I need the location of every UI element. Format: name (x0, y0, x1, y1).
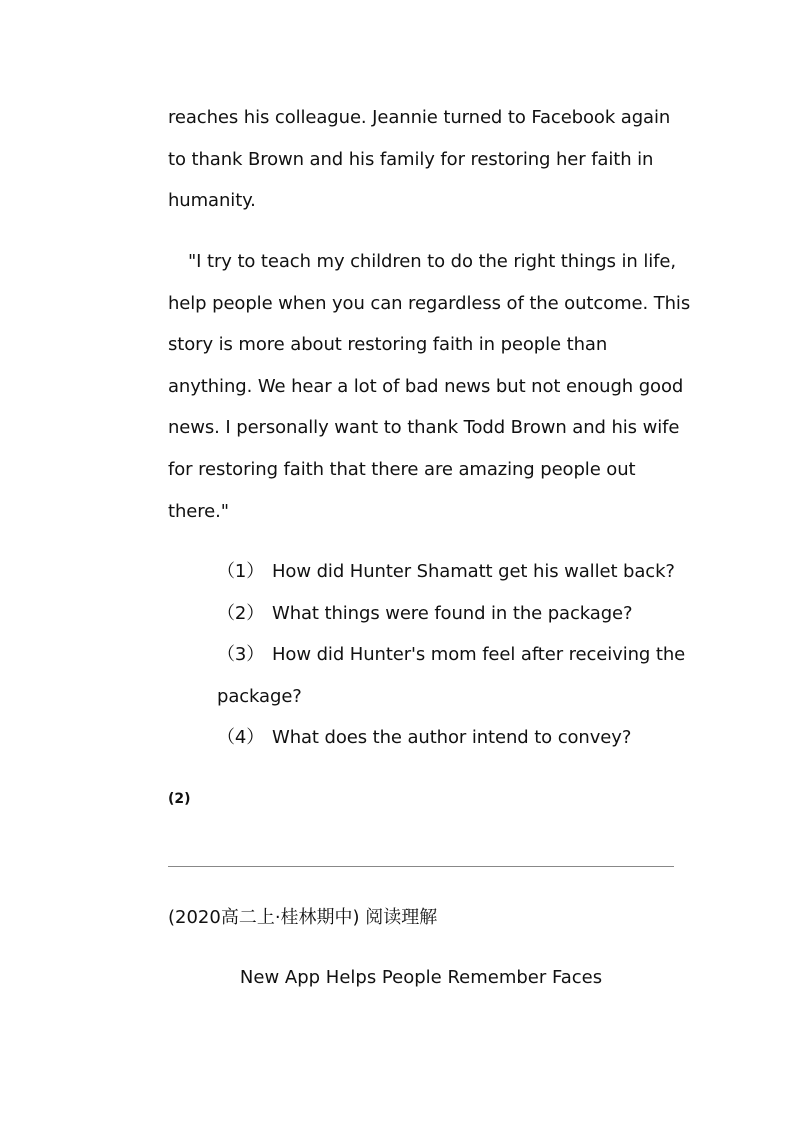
question-text: What does the author intend to convey? (272, 727, 632, 748)
passage-paragraph-2 (168, 241, 691, 532)
question-3 (217, 634, 685, 676)
section-divider (168, 866, 674, 867)
paragraph-line: "I try to teach my children to do the right things in life, (188, 251, 676, 272)
question-text: How did Hunter's mom feel after receiving the (272, 644, 686, 665)
paragraph-line: there." (168, 500, 229, 522)
question-1 (217, 551, 675, 593)
paragraph-line: anything. We hear a lot of bad news but not enough good (168, 375, 684, 397)
paragraph-line: humanity. (168, 190, 256, 212)
question-3-continuation (217, 676, 302, 718)
question-4 (217, 717, 631, 759)
passage-paragraph-1 (168, 97, 676, 222)
paragraph-line: to thank Brown and his family for restoring her faith in (168, 148, 654, 170)
paragraph-line: news. I personally want to thank Todd Brown and his wife (168, 417, 680, 439)
question-number: （1） (217, 561, 265, 582)
question-number: （2） (217, 603, 265, 624)
passage-title: New App Helps People Remember Faces (239, 967, 603, 988)
paragraph-line: help people when you can regardless of the outcome. This (168, 292, 691, 314)
question-group-number: (2) (168, 791, 191, 807)
paragraph-line: reaches his colleague. Jeannie turned to Facebook again (168, 107, 671, 128)
paragraph-line: for restoring faith that there are amazing people out (168, 458, 636, 480)
question-2 (217, 593, 632, 635)
question-text: How did Hunter Shamatt get his wallet back? (272, 561, 675, 582)
question-text: What things were found in the package? (272, 603, 633, 624)
question-number: （4） (217, 727, 265, 748)
paragraph-line: story is more about restoring faith in people than (168, 334, 608, 356)
section-source: (2020高二上·桂林期中) 阅读理解 (168, 907, 438, 928)
question-number: （3） (217, 644, 265, 665)
question-text: package? (217, 686, 302, 707)
